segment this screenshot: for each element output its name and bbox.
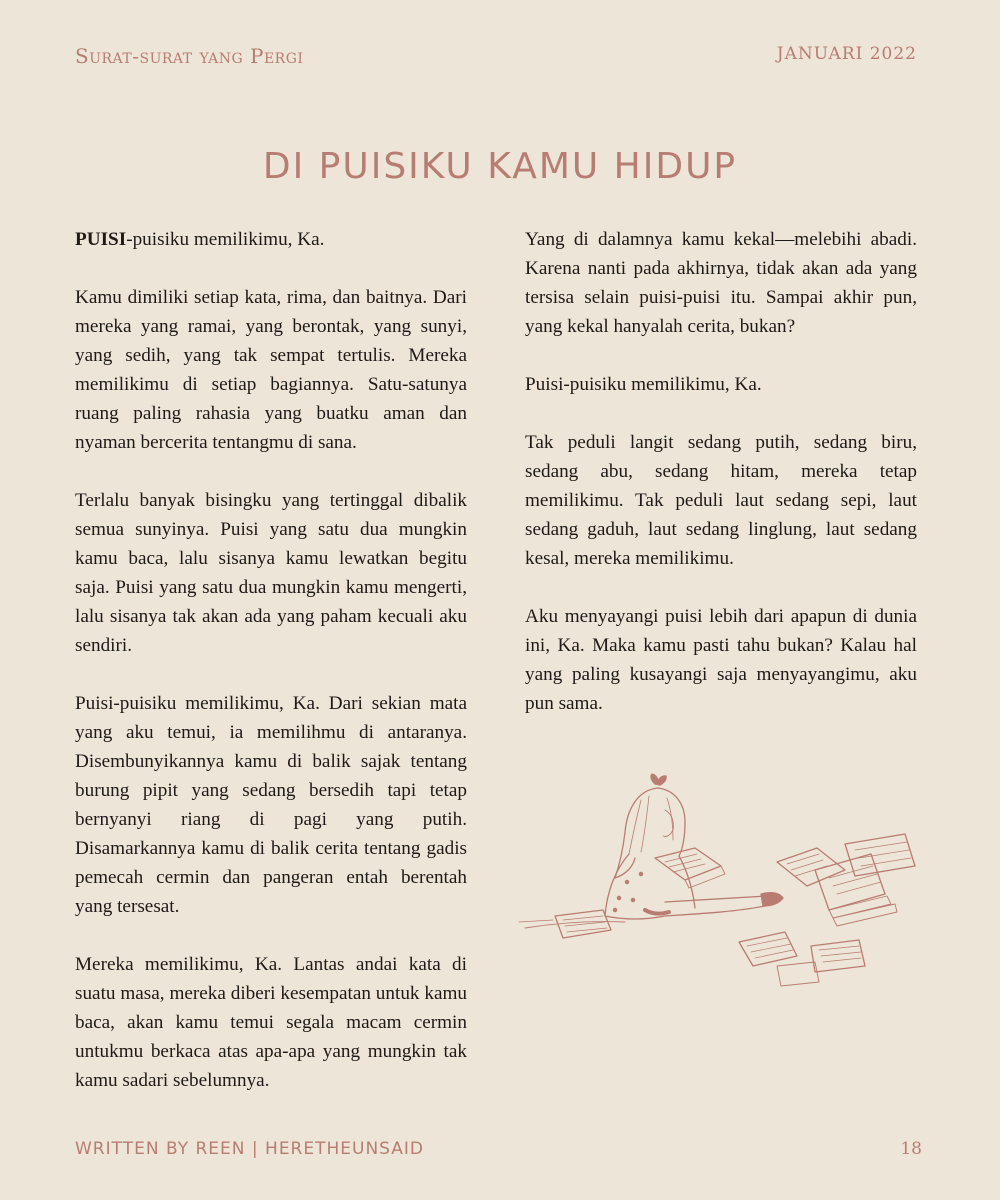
girl-reading-illustration bbox=[515, 770, 950, 995]
paragraph: Aku menyayangi puisi lebih dari apapun di dunia ini, Ka. Maka kamu pasti tahu bukan? Kalau hal yang paling kusayangi saja menyayangimu, aku pun sama. bbox=[525, 606, 917, 714]
page-number: 18 bbox=[900, 1139, 922, 1159]
paragraph: Yang di dalamnya kamu kekal—melebihi abadi. Karena nanti pada akhirnya, tidak akan ada yang tersisa selain puisi-puisi itu. Sampai akhir pun, yang kekal hanyalah cerita, bukan? bbox=[525, 229, 917, 337]
paragraph: Kamu dimiliki setiap kata, rima, dan baitnya. Dari mereka yang ramai, yang berontak, yang sunyi, yang sedih, yang tak sempat tertulis. Mereka memilikimu di setiap bagiannya. Satu-satunya ruang paling rahasia yang buatku aman dan nyaman bercerita tentangmu di sana. bbox=[75, 287, 467, 453]
book-title: Surat-surat yang Pergi bbox=[75, 44, 304, 68]
paragraph: Puisi-puisiku memilikimu, Ka. Dari sekian mata yang aku temui, ia memilihmu di antaranya. Disembunyikannya kamu di balik sajak tentang burung pipit yang sedang bersedih tapi tetap bernyanyi riang di pagi yang putih. Disamarkannya kamu di balik cerita tentang gadis pemecah cermin dan pangeran entah berentah yang tersesat. bbox=[75, 693, 467, 917]
paragraph: Tak peduli langit sedang putih, sedang biru, sedang abu, sedang hitam, mereka tetap memilikimu. Tak peduli laut sedang sepi, laut sedang gaduh, laut sedang linglung, laut sedang kesal, mereka memilikimu. bbox=[525, 432, 917, 569]
issue-date: JANUARI 2022 bbox=[776, 44, 917, 64]
paragraph-rest: -puisiku memilikimu, Ka. bbox=[126, 229, 325, 250]
paragraph bbox=[75, 225, 467, 254]
paragraph: Puisi-puisiku memilikimu, Ka. bbox=[525, 374, 762, 395]
paragraph: Terlalu banyak bisingku yang tertinggal dibalik semua sunyinya. Puisi yang satu dua mungkin kamu baca, lalu sisanya kamu lewatkan begitu saja. Puisi yang satu dua mungkin kamu mengerti, lalu sisanya tak akan ada yang paham kecuali aku sendiri. bbox=[75, 490, 467, 656]
author-credit: WRITTEN BY REEN | HERETHEUNSAID bbox=[75, 1139, 425, 1159]
text-column-right bbox=[525, 225, 917, 747]
lead-word: PUISI bbox=[75, 229, 127, 250]
paragraph: Mereka memilikimu, Ka. Lantas andai kata di suatu masa, mereka diberi kesempatan untuk kamu baca, akan kamu temui segala macam cermin untukmu berkaca atas apa-apa yang mungkin tak kamu sadari sebelumnya. bbox=[75, 954, 467, 1091]
text-column-left bbox=[75, 225, 467, 1124]
page-title: DI PUISIKU KAMU HIDUP bbox=[262, 146, 738, 188]
